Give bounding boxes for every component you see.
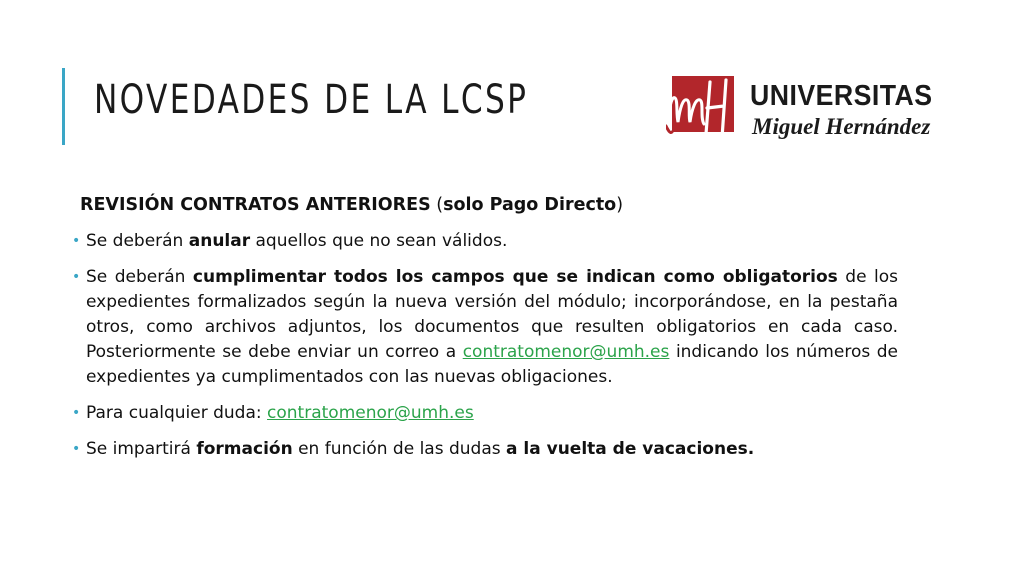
bullet-formacion xyxy=(72,437,898,462)
email-link[interactable]: contratomenor@umh.es xyxy=(462,342,670,362)
bullet-text: Se deberán xyxy=(86,231,189,251)
bullet-bold: cumplimentar todos los campos que se indican como obligatorios xyxy=(192,267,838,287)
bullet-bold: a la vuelta de vacaciones. xyxy=(506,439,755,459)
bullet-text: Se deberán xyxy=(86,267,193,287)
section-heading-open: ( xyxy=(430,195,444,215)
section-heading-bold: REVISIÓN CONTRATOS ANTERIORES xyxy=(80,195,431,215)
bullet-bold: formación xyxy=(196,439,293,459)
email-link[interactable]: contratomenor@umh.es xyxy=(267,403,474,423)
bullet-text: en función de las dudas xyxy=(292,439,507,459)
title-accent-bar xyxy=(62,68,65,145)
bullet-anular xyxy=(72,229,898,254)
slide-content xyxy=(72,193,898,473)
bullet-cumplimentar xyxy=(72,265,898,390)
bullet-dot-icon: • xyxy=(72,233,81,249)
umh-logo-mark-icon xyxy=(666,74,738,144)
section-heading-close: ) xyxy=(616,195,624,215)
bullet-dot-icon: • xyxy=(72,269,81,285)
section-heading-paren-bold: solo Pago Directo xyxy=(443,195,617,215)
logo-subname: Miguel Hernández xyxy=(752,114,931,139)
bullet-dot-icon: • xyxy=(72,441,81,457)
page-title: NOVEDADES DE LA LCSP xyxy=(94,77,529,123)
bullet-text: de los expedientes formalizados según la nueva versión del módulo; incorporándose, en la pestaña otros, como archivos adjuntos, los documentos que resulten obligatorios en cada caso. Posteriormente se debe enviar un correo a xyxy=(86,267,898,362)
logo-name: UNIVERSITAS xyxy=(750,80,933,112)
bullet-dudas xyxy=(72,401,898,426)
bullet-bold: anular xyxy=(188,231,251,251)
bullet-dot-icon: • xyxy=(72,405,81,421)
university-logo xyxy=(666,74,934,148)
section-heading xyxy=(80,193,898,218)
bullet-text: Se impartirá xyxy=(86,439,197,459)
bullet-text: aquellos que no sean válidos. xyxy=(250,231,508,251)
bullet-text: indicando los números de expedientes ya cumplimentados con las nuevas obligaciones. xyxy=(86,342,898,387)
bullet-text: Para cualquier duda: xyxy=(86,403,268,423)
